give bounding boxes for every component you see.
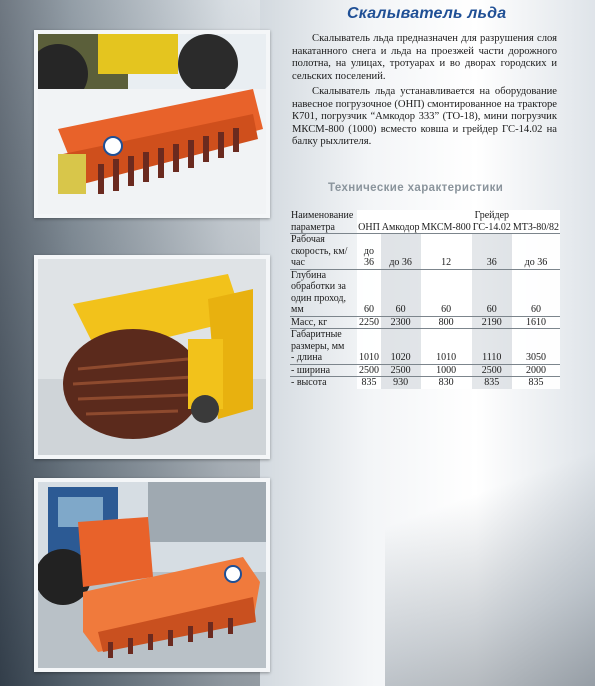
table-cell: 2190 — [472, 316, 512, 329]
table-cell: 2300 — [381, 316, 421, 329]
table-cell: 2000 — [512, 364, 560, 377]
table-cell: 60 — [381, 269, 421, 316]
col-header-mksm: МКСМ-800 — [421, 210, 472, 234]
table-cell — [381, 329, 421, 353]
table-cell: 1000 — [421, 364, 472, 377]
table-cell: до 36 — [357, 234, 381, 270]
table-cell: 12 — [421, 234, 472, 270]
table-row — [290, 377, 560, 389]
table-cell: 835 — [512, 377, 560, 389]
table-cell: 1110 — [472, 352, 512, 364]
table-cell: 830 — [421, 377, 472, 389]
table-cell — [421, 329, 472, 353]
row-label: - ширина — [290, 364, 357, 377]
row-label: - высота — [291, 377, 327, 388]
specs-table — [290, 210, 560, 389]
col-header-onp: ОНП — [357, 210, 381, 234]
table-cell: 835 — [472, 377, 512, 389]
table-row — [290, 329, 560, 353]
row-label: Масс, кг — [290, 316, 357, 329]
specs-title: Технические характеристики — [328, 182, 504, 194]
background-road-panel — [385, 426, 595, 686]
table-cell: 835 — [357, 377, 381, 389]
table-cell — [472, 329, 512, 353]
table-cell: 2500 — [358, 364, 379, 376]
mounting-paragraph: Скалыватель льда устанавливается на оборудование навесное погрузочное (ОНП) смонтированное на тракторе К701, погрузчик “Амкодор 333” (ТО-18), мини погрузчик МКСМ-800 (1000) всместо ковша и грейдер ГС-14.02 на балку рыхлителя. — [292, 86, 557, 148]
table-cell: 60 — [512, 269, 560, 316]
row-label: Глубина обработки за один проход, мм — [290, 269, 357, 316]
table-row — [290, 234, 560, 270]
specs-header-row — [290, 210, 560, 234]
table-cell: 930 — [381, 377, 421, 389]
table-row — [290, 352, 560, 364]
col-header-amkodor: Амкодор — [381, 210, 421, 234]
table-cell: 1010 — [358, 352, 379, 363]
row-label: Рабочая скорость, км/час — [290, 234, 357, 270]
table-cell: 1010 — [421, 352, 472, 364]
specs-header-label: Наименование параметра — [290, 210, 357, 234]
table-cell: 2500 — [381, 364, 421, 377]
table-cell: 60 — [421, 269, 472, 316]
table-cell: 2250 — [358, 316, 379, 328]
table-cell: до 36 — [381, 234, 421, 270]
page-title: Скалыватель льда — [347, 5, 507, 22]
table-cell: 3050 — [512, 352, 560, 364]
table-row — [290, 364, 560, 377]
photo-tractor-with-ice-breaker — [34, 478, 270, 672]
table-cell: 2500 — [472, 364, 512, 377]
table-cell: 60 — [357, 269, 381, 316]
table-cell — [512, 329, 560, 353]
table-row — [290, 269, 560, 316]
col-header-grader: Грейдер ГС-14.02 — [472, 210, 511, 233]
table-cell: 1020 — [381, 352, 421, 364]
table-cell: 60 — [472, 269, 512, 316]
description-paragraph: Скалыватель льда предназначен для разрушения слоя накатанного снега и льда на проезжей части дорожного полотна, на улицах, тротуарах и во дворах городских и сельских поселений. — [292, 33, 557, 82]
table-row — [290, 316, 560, 329]
photo-yellow-ice-breaker — [34, 255, 270, 459]
row-label: - длина — [290, 352, 357, 364]
col-header-mtz: МТЗ-80/82 — [512, 210, 560, 234]
table-cell: 1610 — [512, 316, 560, 329]
table-cell: до 36 — [512, 234, 560, 270]
table-cell — [357, 329, 381, 353]
table-cell: 36 — [472, 234, 512, 270]
table-cell: 800 — [421, 316, 472, 329]
row-label: Габаритные размеры, мм — [291, 329, 345, 352]
photo-ice-breaker-on-tractor — [34, 30, 270, 218]
